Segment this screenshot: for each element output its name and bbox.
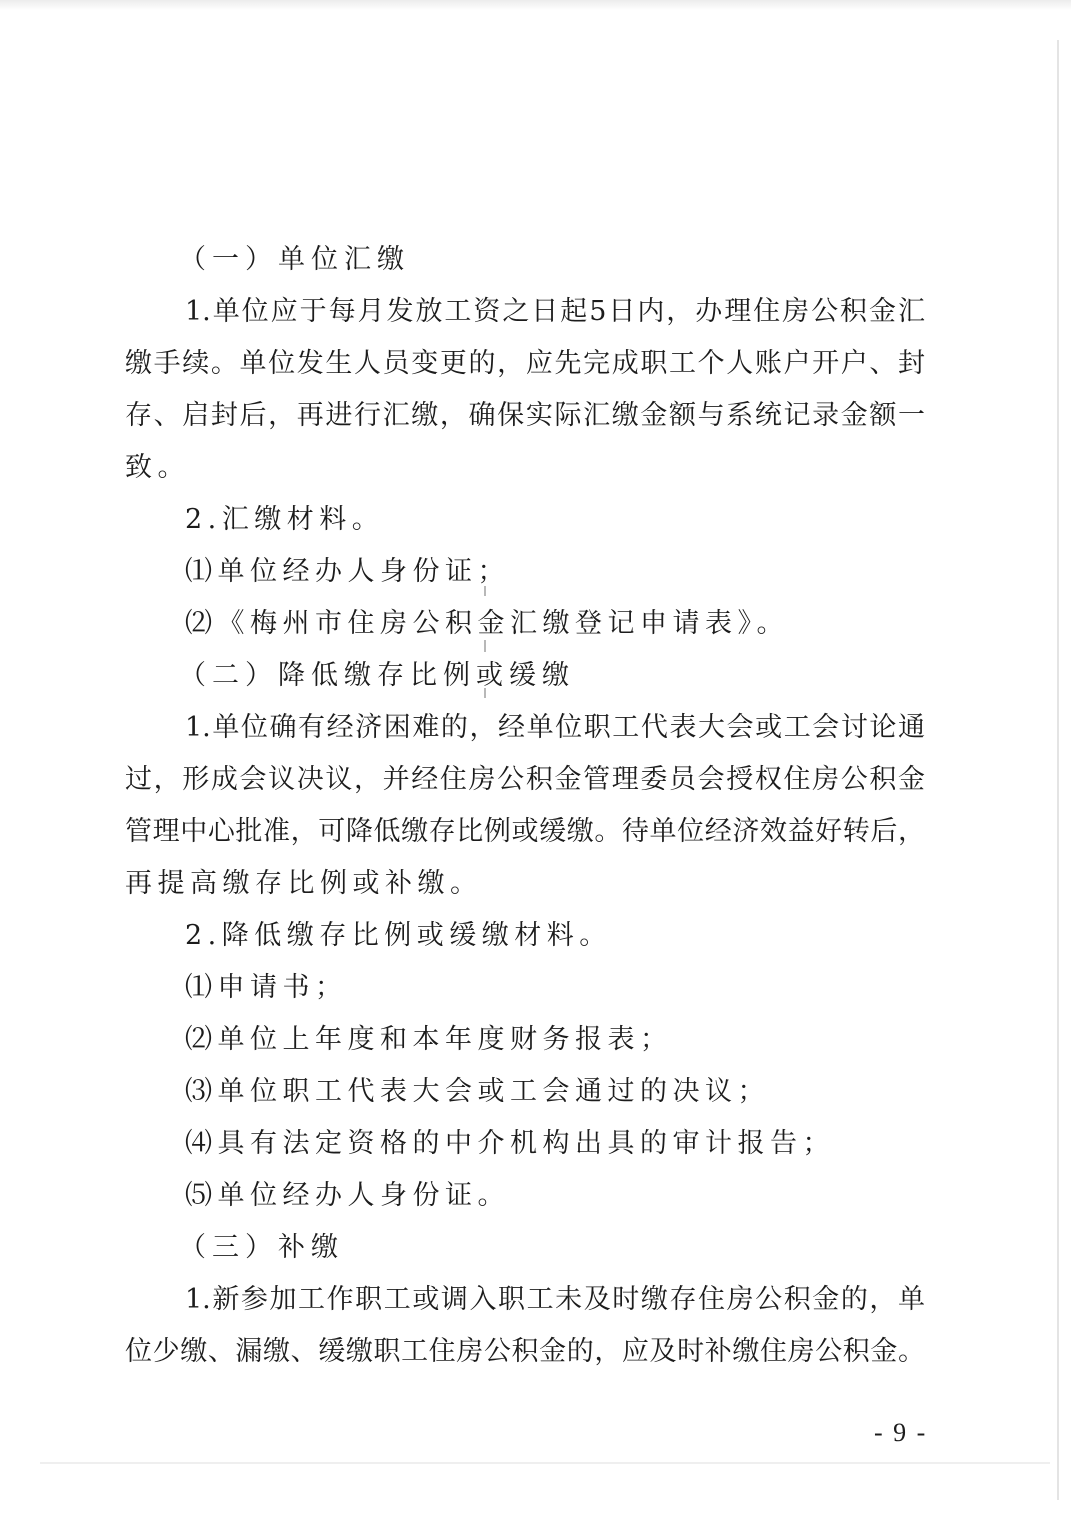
- page-number: - 9 -: [874, 1418, 928, 1447]
- text-line: 位少缴、漏缴、缓缴职工住房公积金的，应及时补缴住房公积金。: [125, 1336, 925, 1367]
- text-line: 2.降低缴存比例或缓缴材料。: [185, 920, 612, 951]
- text-line: ⑵单位上年度和本年度财务报表；: [185, 1024, 673, 1055]
- scan-bottom-line: [40, 1462, 1050, 1464]
- text-line: 1.单位应于每月发放工资之日起5日内，办理住房公积金汇: [185, 296, 925, 327]
- section-heading: （三）补缴: [179, 1232, 344, 1263]
- text-line: ⑸单位经办人身份证。: [185, 1180, 510, 1211]
- text-line: 过，形成会议决议，并经住房公积金管理委员会授权住房公积金: [125, 764, 925, 795]
- text-line: 1.单位确有经济困难的，经单位职工代表大会或工会讨论通: [185, 712, 925, 743]
- text-line: ⑶单位职工代表大会或工会通过的决议；: [185, 1076, 770, 1107]
- text-line: 再提高缴存比例或补缴。: [125, 868, 483, 899]
- section-heading: （二）降低缴存比例或缓缴: [179, 660, 575, 691]
- text-line: 缴手续。单位发生人员变更的，应先完成职工个人账户开户、封: [125, 348, 925, 379]
- text-line: 管理中心批准，可降低缴存比例或缓缴。待单位经济效益好转后，: [125, 816, 925, 847]
- document-body: [125, 234, 925, 1378]
- text-line: 存、启封后，再进行汇缴，确保实际汇缴金额与系统记录金额一: [125, 400, 925, 431]
- text-line: ⑷具有法定资格的中介机构出具的审计报告；: [185, 1128, 835, 1159]
- text-line: 2.汇缴材料。: [185, 504, 385, 535]
- text-line: 致。: [125, 452, 190, 483]
- scan-top-edge: [0, 0, 1071, 10]
- text-line: ⑴申请书；: [185, 972, 348, 1003]
- text-line: ⑵《梅州市住房公积金汇缴登记申请表》。: [185, 608, 789, 639]
- scan-right-edge: [1057, 40, 1059, 1500]
- section-heading: （一）单位汇缴: [179, 244, 410, 275]
- text-line: ⑴单位经办人身份证；: [185, 556, 510, 587]
- text-line: 1.新参加工作职工或调入职工未及时缴存住房公积金的，单: [185, 1284, 925, 1315]
